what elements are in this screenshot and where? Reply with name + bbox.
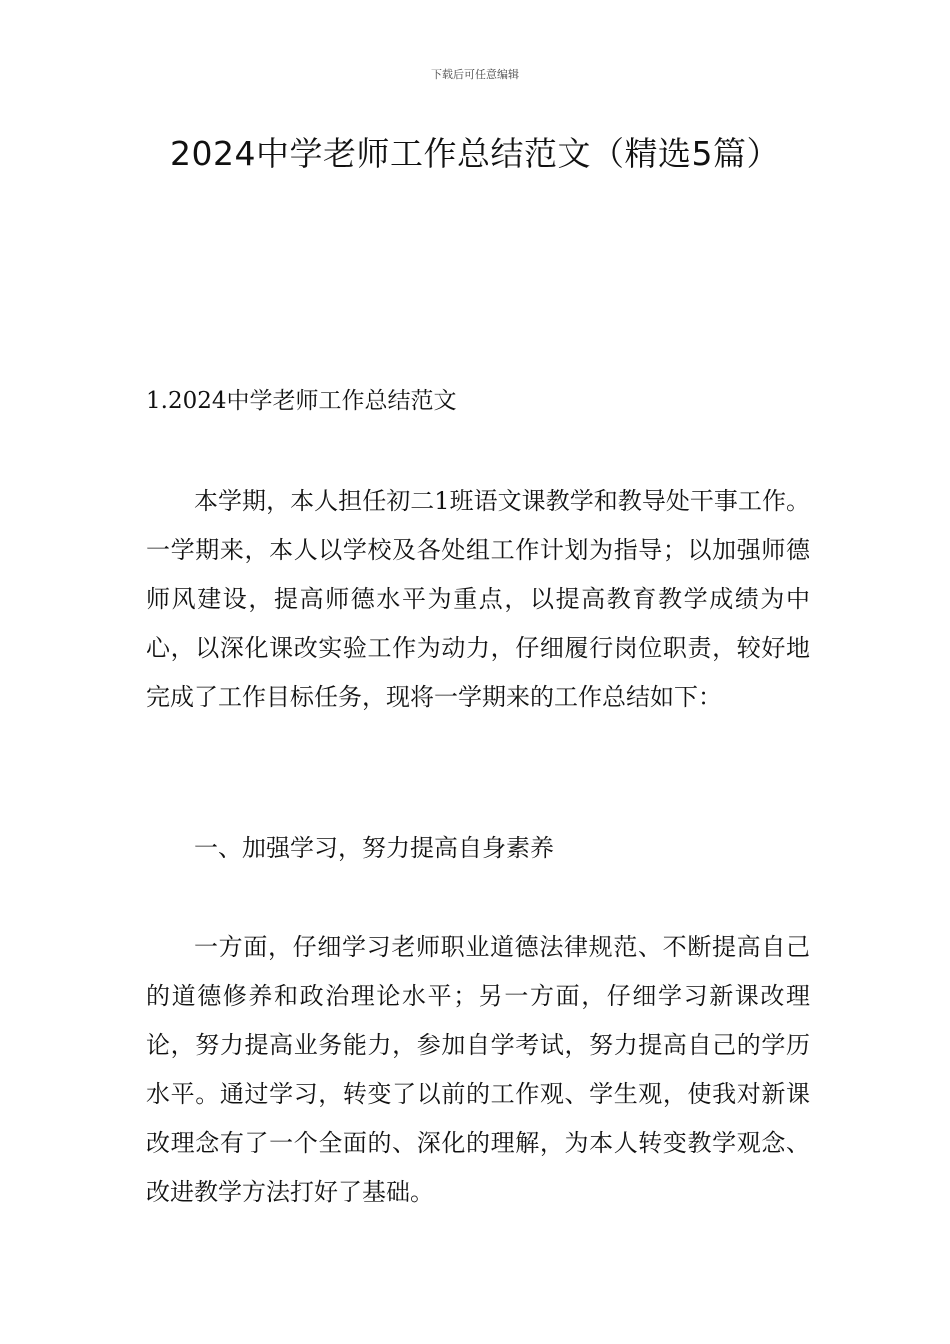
document-title: 2024中学老师工作总结范文（精选5篇） (170, 134, 780, 173)
header-note: 下载后可任意编辑 (431, 68, 519, 81)
body-paragraph-1: 本学期，本人担任初二1班语文课教学和教导处干事工作。一学期来，本人以学校及各处组工作计划为指导；以加强师德师风建设，提高师德水平为重点，以提高教育教学成绩为中心，以深化课改实验工作为动力，仔细履行岗位职责，较好地完成了工作目标任务，现将一学期来的工作总结如下： (146, 487, 810, 711)
section-heading: 1.2024中学老师工作总结范文 (146, 388, 457, 414)
subheading-1: 一、加强学习，努力提高自身素养 (194, 834, 554, 862)
body-paragraph-2: 一方面，仔细学习老师职业道德法律规范、不断提高自己的道德修养和政治理论水平；另一方面，仔细学习新课改理论，努力提高业务能力，参加自学考试，努力提高自己的学历水平。通过学习，转变了以前的工作观、学生观，使我对新课改理念有了一个全面的、深化的理解，为本人转变教学观念、改进教学方法打好了基础。 (146, 933, 810, 1206)
